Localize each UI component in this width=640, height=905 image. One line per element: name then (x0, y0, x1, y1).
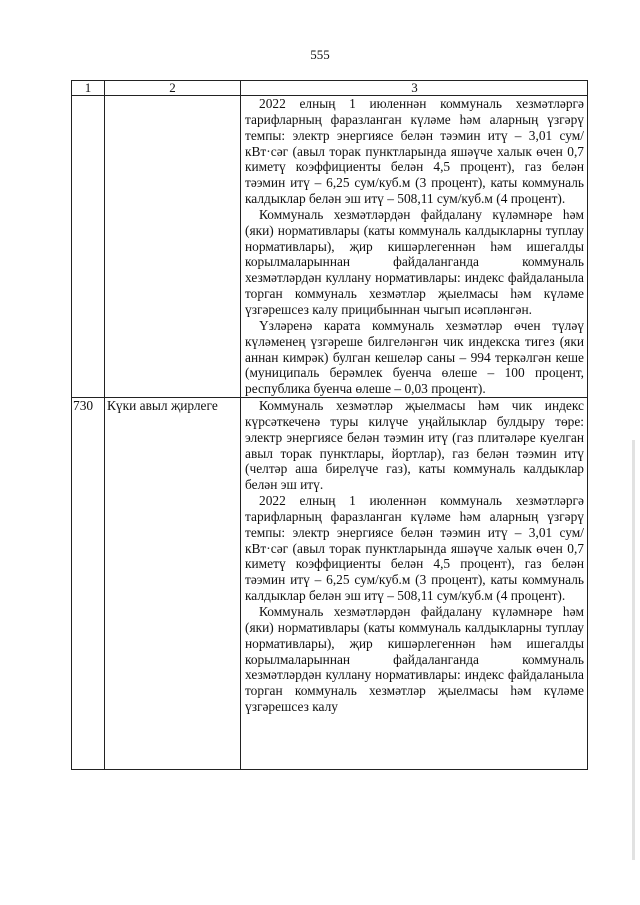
table-row (72, 398, 588, 770)
row-description-cell (241, 398, 588, 770)
description-paragraph: Коммуналь хезмәтләрдән файдалану күләмнәре һәм (яки) нормативлары (каты коммуналь калдыкларны туплау нормативлары), җир кишәрлегеннән һәм ишегалды корылмаларыннан файдаланганда коммуналь хезмәтләрдән куллану нормативлары: индекс файдаланыла торган коммуналь хезмәтләр җыелмасы һәм күләме үзгәрешсез калу прицибыннан чыгып исәпләнгән. (245, 206, 584, 317)
row-number-cell: 730 (72, 398, 105, 770)
row-name-cell: Күки авыл җирлеге (105, 398, 241, 770)
row-number-cell (72, 96, 105, 398)
description-paragraph: 2022 елның 1 июленнән коммуналь хезмәтләргә тарифларның фаразланган күләме һәм аларның үзгәрү темпы: электр энергиясе белән тәэмин итү – 3,01 сум/кВт·сәг (авыл торак пунктларында яшәүче халык өчен 0,7 киметү коэффициенты белән 4,5 процент), газ белән тәэмин итү – 6,25 сум/куб.м (3 процент), каты коммуналь калдыклар белән эш итү – 508,11 сум/куб.м (4 процент). (245, 96, 584, 207)
header-col-description: 3 (241, 81, 588, 96)
table-row (72, 96, 588, 398)
table-header-row (72, 81, 588, 96)
page-number: 555 (310, 47, 330, 62)
description-paragraph: Коммуналь хезмәтләрдән файдалану күләмнәре һәм (яки) нормативлары (каты коммуналь калдыкларны туплау нормативлары), җир кишәрлегеннән һәм ишегалды корылмаларыннан файдаланганда коммуналь хезмәтләрдән куллану нормативлары: индекс файдаланыла торган коммуналь хезмәтләр җыелмасы һәм күләме үзгәрешсез калу (245, 604, 584, 715)
description-paragraph: Коммуналь хезмәтләр җыелмасы һәм чик индекс күрсәткеченә туры килүче уңайлыклар булдыру төре: электр энергиясе белән тәэмин итү (газ плитәләре куелган авыл торак пунктлары, йортлар), газ белән тәэмин итү (челтәр аша бирелүче газ), каты коммуналь калдыклар белән эш итү. (245, 398, 584, 493)
description-paragraph: 2022 елның 1 июленнән коммуналь хезмәтләргә тарифларның фаразланган күләме һәм аларның үзгәрү темпы: электр энергиясе белән тәэмин итү – 3,01 сум/кВт·сәг (авыл торак пунктларында яшәүче халык өчен 0,7 киметү коэффициенты белән 4,5 процент), газ белән тәэмин итү – 6,25 сум/куб.м (3 процент), каты коммуналь калдыклар белән эш итү – 508,11 сум/куб.м (4 процент). (245, 493, 584, 604)
scan-edge-mark (632, 440, 635, 860)
header-col-number: 1 (72, 81, 105, 96)
header-col-name: 2 (105, 81, 241, 96)
description-paragraph: Үзләренә карата коммуналь хезмәтләр өчен түләү күләменең үзгәреше билгеләнгән чик индекска тигез (яки аннан кимрәк) булган кешеләр саны – 994 теркәлгән кеше (муниципаль берәмлек буенча өлеше – 100 процент, республика буенча өлеше – 0,03 процент). (245, 317, 584, 397)
municipality-table (71, 80, 588, 770)
row-name-cell (105, 96, 241, 398)
row-description-cell (241, 96, 588, 398)
